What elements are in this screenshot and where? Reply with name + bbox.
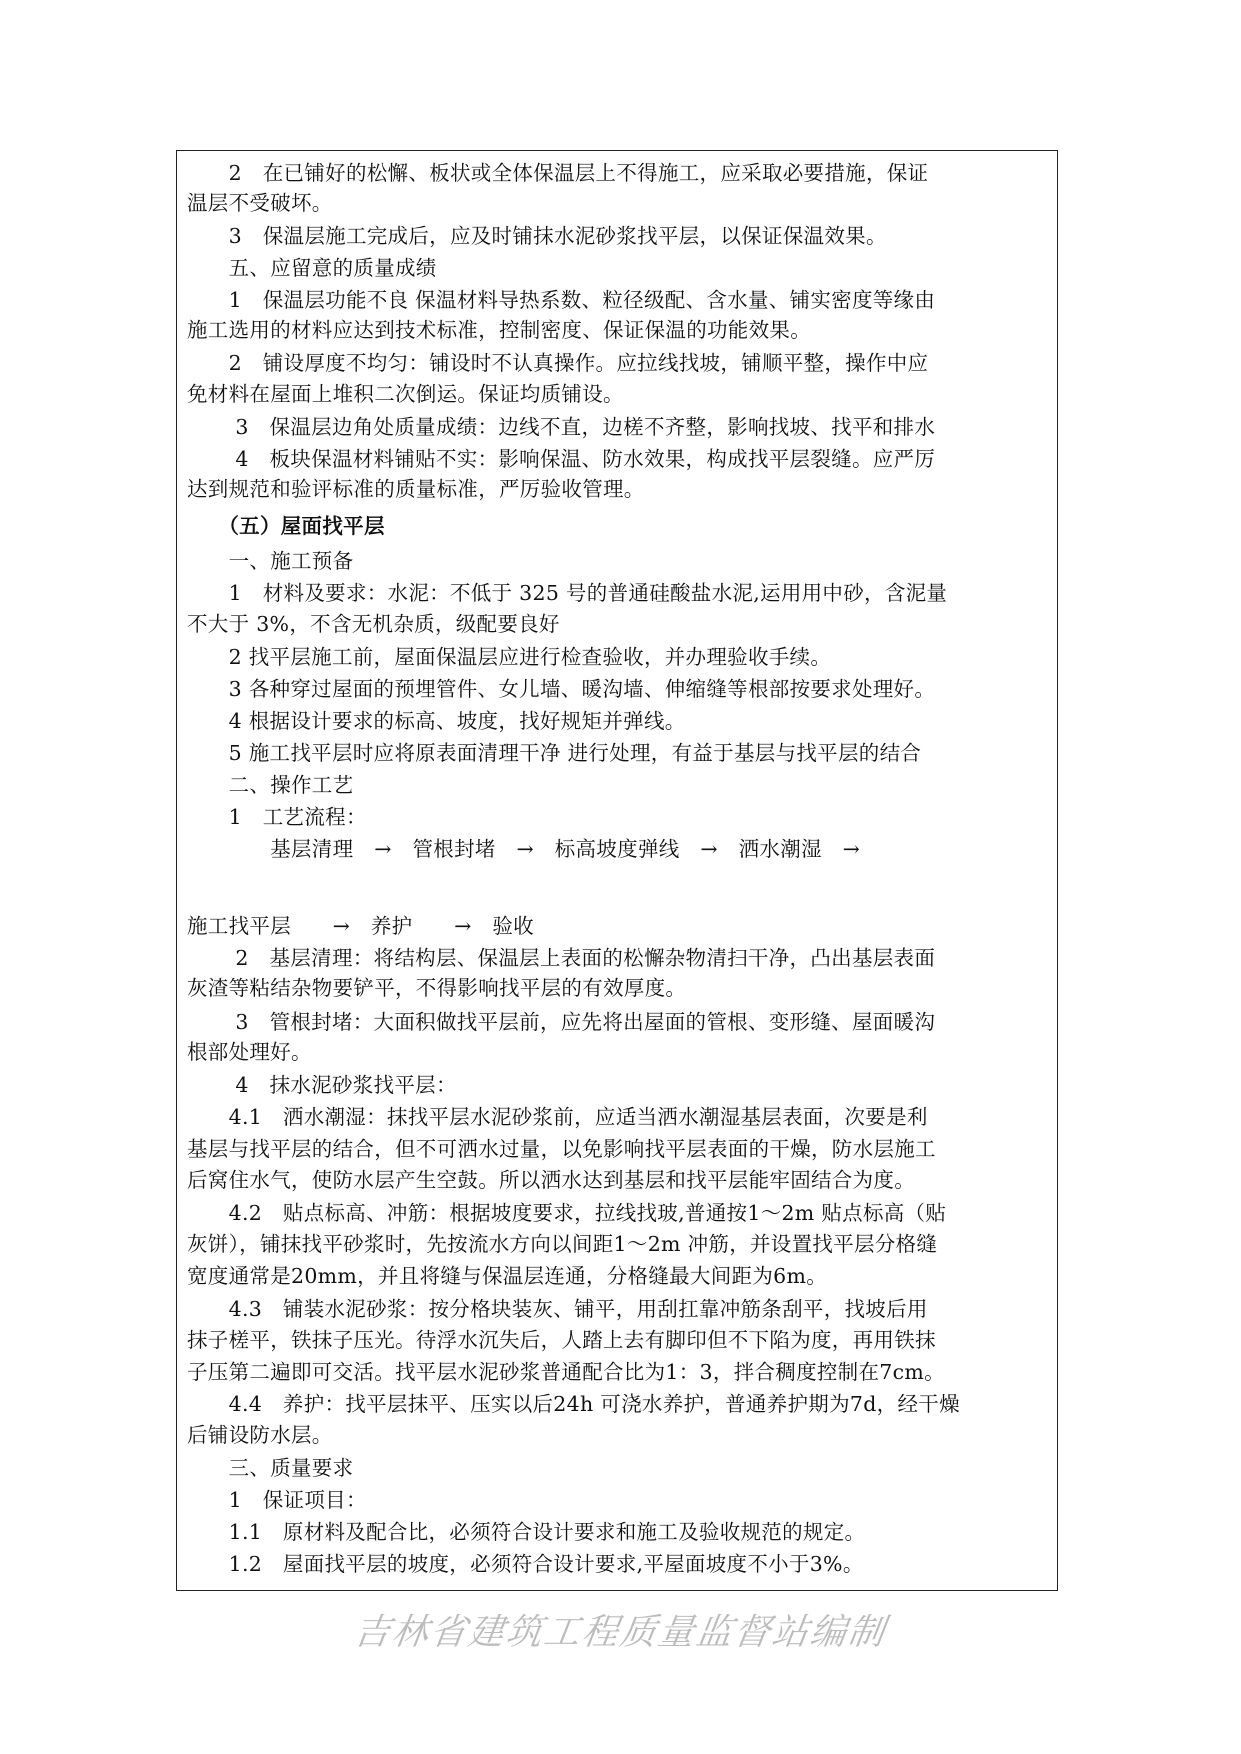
text-line: 一、施工预备	[187, 549, 354, 573]
text-line: 达到规范和验评标准的质量标准，严厉验收管理。	[187, 477, 645, 501]
text-line: 宽度通常是20mm，并且将缝与保温层连通，分格缝最大间距为6m。	[187, 1264, 828, 1288]
text-line: 1 工艺流程：	[187, 805, 367, 829]
text-line: 4 根据设计要求的标高、坡度，找好规矩并弹线。	[187, 709, 686, 733]
text-line: 2 找平层施工前，屋面保温层应进行检查验收，并办理验收手续。	[187, 645, 832, 669]
text-line: 4.1 洒水潮湿：抹找平层水泥砂浆前，应适当洒水潮湿基层表面，次要是利	[187, 1105, 928, 1129]
text-line: 3 保温层施工完成后，应及时铺抹水泥砂浆找平层，以保证保温效果。	[187, 224, 887, 248]
text-line: 1 保温层功能不良 保温材料导热系数、粒径级配、含水量、铺实密度等缘由	[187, 288, 936, 312]
text-line: 4 板块保温材料铺贴不实：影响保温、防水效果，构成找平层裂缝。应严厉	[187, 447, 936, 471]
text-line: 后铺设防水层。	[187, 1423, 333, 1447]
text-line: 抹子槎平，铁抹子压光。待浮水沉失后，人踏上去有脚印但不下陷为度，再用铁抹	[187, 1328, 936, 1352]
content-box	[176, 150, 1058, 1591]
text-line: 三、质量要求	[187, 1456, 354, 1480]
text-line: 2 铺设厚度不均匀：铺设时不认真操作。应拉线找坡，铺顺平整，操作中应	[187, 351, 929, 375]
text-line: 1.2 屋面找平层的坡度，必须符合设计要求,平屋面坡度不小于3%。	[187, 1552, 864, 1576]
process-flow-row-2: 施工找平层 → 养护 → 验收	[187, 914, 534, 938]
text-line: 温层不受破坏。	[187, 191, 333, 215]
text-line: 2 基层清理：将结构层、保温层上表面的松懈杂物清扫干净，凸出基层表面	[187, 946, 936, 970]
text-line: 3 管根封堵：大面积做找平层前，应先将出屋面的管根、变形缝、屋面暖沟	[187, 1010, 936, 1034]
section-heading: （五）屋面找平层	[187, 514, 385, 538]
text-line: 根部处理好。	[187, 1040, 312, 1064]
process-flow-row-1: 基层清理 → 管根封堵 → 标高坡度弹线 → 洒水潮湿 →	[187, 837, 861, 861]
text-line: 后窝住水气，使防水层产生空鼓。所以洒水达到基层和找平层能牢固结合为度。	[187, 1168, 915, 1192]
text-line: 施工选用的材料应达到技术标准，控制密度、保证保温的功能效果。	[187, 318, 811, 342]
text-line: 灰饼），铺抹找平砂浆时，先按流水方向以间距1～2m 冲筋，并设置找平层分格缝	[187, 1232, 938, 1256]
text-line: 子压第二遍即可交活。找平层水泥砂浆普通配合比为1：3，拌合稠度控制在7cm。	[187, 1360, 945, 1384]
text-line: 4.3 铺装水泥砂浆：按分格块装灰、铺平，用刮扛靠冲筋条刮平，找坡后用	[187, 1297, 928, 1321]
text-line: 不大于 3%，不含无机杂质，级配要良好	[187, 612, 560, 636]
text-line: 3 保温层边角处质量成绩：边线不直，边槎不齐整，影响找坡、找平和排水	[187, 415, 936, 439]
text-line: 2 在已铺好的松懈、板状或全体保温层上不得施工，应采取必要措施，保证	[187, 161, 929, 185]
text-line: 灰渣等粘结杂物要铲平，不得影响找平层的有效厚度。	[187, 976, 687, 1000]
text-line: 基层与找平层的结合，但不可洒水过量，以免影响找平层表面的干燥，防水层施工	[187, 1137, 936, 1161]
footer-stamp: 吉林省建筑工程质量监督站编制	[351, 1612, 889, 1653]
text-line: 1.1 原材料及配合比，必须符合设计要求和施工及验收规范的规定。	[187, 1520, 866, 1544]
text-line: 免材料在屋面上堆积二次倒运。保证均质铺设。	[187, 382, 624, 406]
text-line: 1 保证项目：	[187, 1488, 367, 1512]
text-line: 4.2 贴点标高、冲筋：根据坡度要求，拉线找玻,普通按1～2m 贴点标高（贴	[187, 1201, 947, 1225]
text-line: 5 施工找平层时应将原表面清理干净 进行处理，有益于基层与找平层的结合	[187, 741, 922, 765]
text-line: 二、操作工艺	[187, 773, 354, 797]
text-line: 4 抹水泥砂浆找平层：	[187, 1073, 457, 1097]
text-line: 4.4 养护：找平层抹平、压实以后24h 可浇水养护，普通养护期为7d，经干燥	[187, 1392, 960, 1416]
text-line: 1 材料及要求：水泥：不低于 325 号的普通硅酸盐水泥,运用用中砂，含泥量	[187, 581, 948, 605]
text-line: 3 各种穿过屋面的预埋管件、女儿墙、暖沟墙、伸缩缝等根部按要求处理好。	[187, 677, 936, 701]
text-line: 五、应留意的质量成绩	[187, 256, 437, 280]
